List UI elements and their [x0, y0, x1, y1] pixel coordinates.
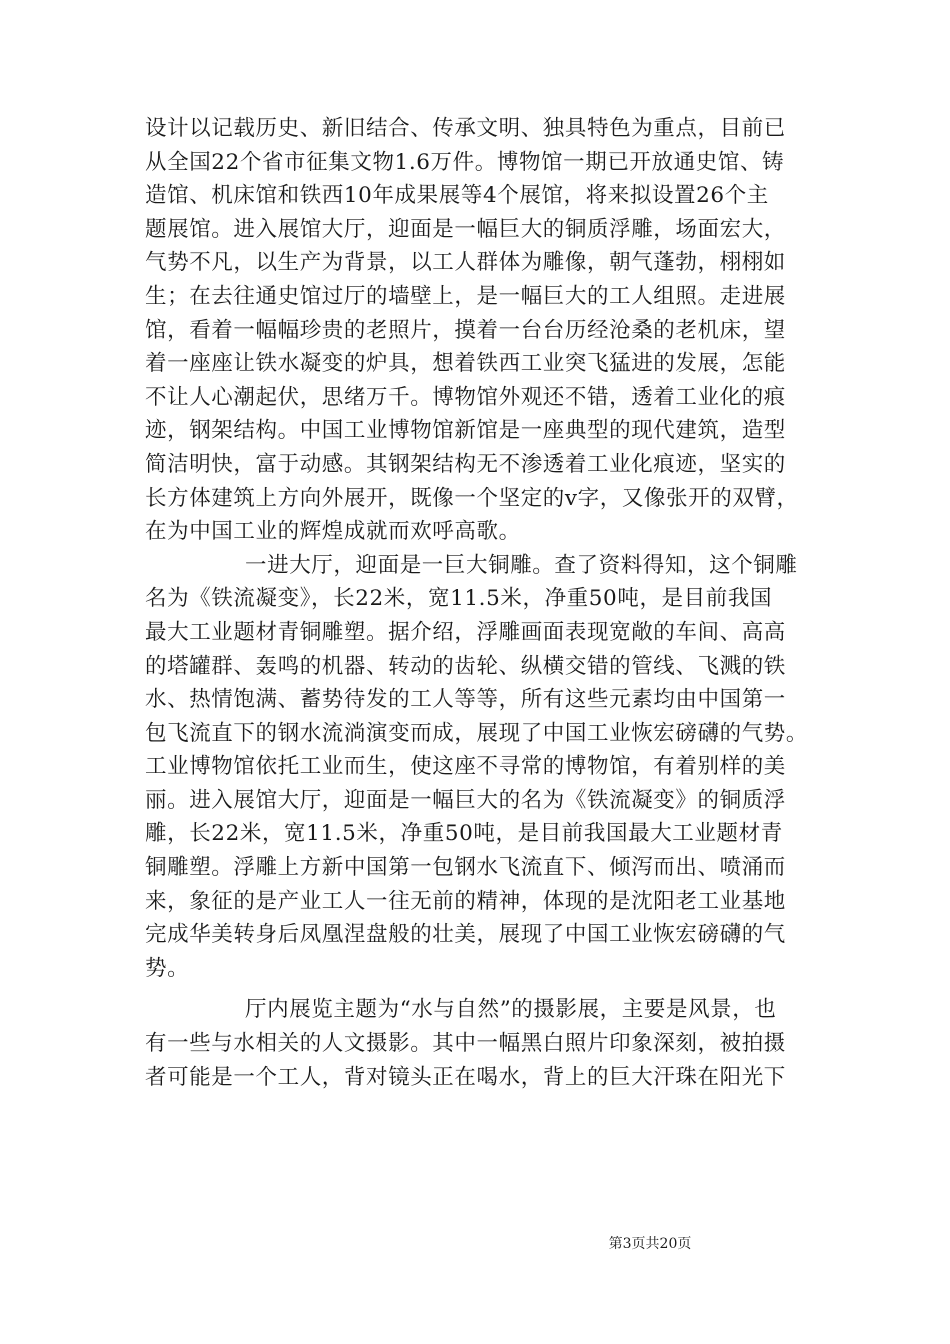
text-line: 在为中国工业的辉煌成就而欢呼高歌。	[145, 519, 521, 545]
text-line: 气势不凡，以生产为背景，以工人群体为雕像，朝气蓬勃，栩栩如	[145, 250, 786, 276]
text-line: 者可能是一个工人，背对镜头正在喝水，背上的巨大汗珠在阳光下	[145, 1064, 786, 1090]
page-number-footer: 第3页共20页	[608, 1236, 692, 1252]
text-line: 迹，钢架结构。中国工业博物馆新馆是一座典型的现代建筑，造型	[145, 418, 786, 444]
text-line: 有一些与水相关的人文摄影。其中一幅黑白照片印象深刻，被拍摄	[145, 1031, 786, 1057]
text-line: 造馆、机床馆和铁西10年成果展等4个展馆，将来拟设置26个主	[145, 183, 769, 209]
text-line: 丽。进入展馆大厅，迎面是一幅巨大的名为《铁流凝变》的铜质浮	[145, 787, 786, 813]
text-line: 雕，长22米，宽11.5米，净重50吨，是目前我国最大工业题材青	[145, 821, 783, 847]
text-line: 生；在去往通史馆过厅的墙壁上，是一幅巨大的工人组照。走进展	[145, 283, 786, 309]
text-line: 的塔罐群、轰鸣的机器、转动的齿轮、纵横交错的管线、飞溅的铁	[145, 653, 786, 679]
text-line: 最大工业题材青铜雕塑。据介绍，浮雕画面表现宽敞的车间、高高	[145, 619, 786, 645]
text-line: 势。	[145, 955, 190, 981]
text-line: 来，象征的是产业工人一往无前的精神，体现的是沈阳老工业基地	[145, 888, 786, 914]
text-line: 从全国22个省市征集文物1.6万件。博物馆一期已开放通史馆、铸	[145, 149, 785, 175]
paragraph-2	[145, 549, 811, 986]
text-line: 厅内展览主题为“水与自然”的摄影展，主要是风景，也	[245, 997, 777, 1023]
text-line: 铜雕塑。浮雕上方新中国第一包钢水飞流直下、倾泻而出、喷涌而	[145, 855, 786, 881]
text-line: 题展馆。进入展馆大厅，迎面是一幅巨大的铜质浮雕，场面宏大，	[145, 216, 786, 242]
text-line: 设计以记载历史、新旧结合、传承文明、独具特色为重点，目前已	[145, 116, 786, 141]
text-line: 长方体建筑上方向外展开，既像一个坚定的v字，又像张开的双臂，	[145, 485, 799, 511]
text-line: 水、热情饱满、蓄势待发的工人等等，所有这些元素均由中国第一	[145, 687, 786, 713]
text-line: 着一座座让铁水凝变的炉具，想着铁西工业突飞猛进的发展，怎能	[145, 351, 786, 377]
text-line: 名为《铁流凝变》，长22米，宽11.5米，净重50吨，是目前我国	[145, 586, 773, 612]
paragraph-3	[145, 993, 811, 1094]
text-line: 不让人心潮起伏，思绪万千。博物馆外观还不错，透着工业化的痕	[145, 384, 786, 410]
text-line: 简洁明快，富于动感。其钢架结构无不渗透着工业化痕迹，坚实的	[145, 451, 786, 477]
paragraph-1	[145, 112, 811, 549]
text-line: 馆，看着一幅幅珍贵的老照片，摸着一台台历经沧桑的老机床，望	[145, 317, 786, 343]
text-line: 完成华美转身后凤凰涅盘般的壮美，展现了中国工业恢宏磅礴的气	[145, 922, 786, 948]
document-body	[145, 112, 811, 1094]
text-line: 包飞流直下的钢水流淌演变而成，展现了中国工业恢宏磅礴的气势。	[145, 720, 809, 746]
paragraph-spacer	[145, 985, 811, 993]
text-line: 工业博物馆依托工业而生，使这座不寻常的博物馆，有着别样的美	[145, 754, 786, 780]
text-line: 一进大厅，迎面是一巨大铜雕。查了资料得知，这个铜雕	[245, 552, 798, 578]
